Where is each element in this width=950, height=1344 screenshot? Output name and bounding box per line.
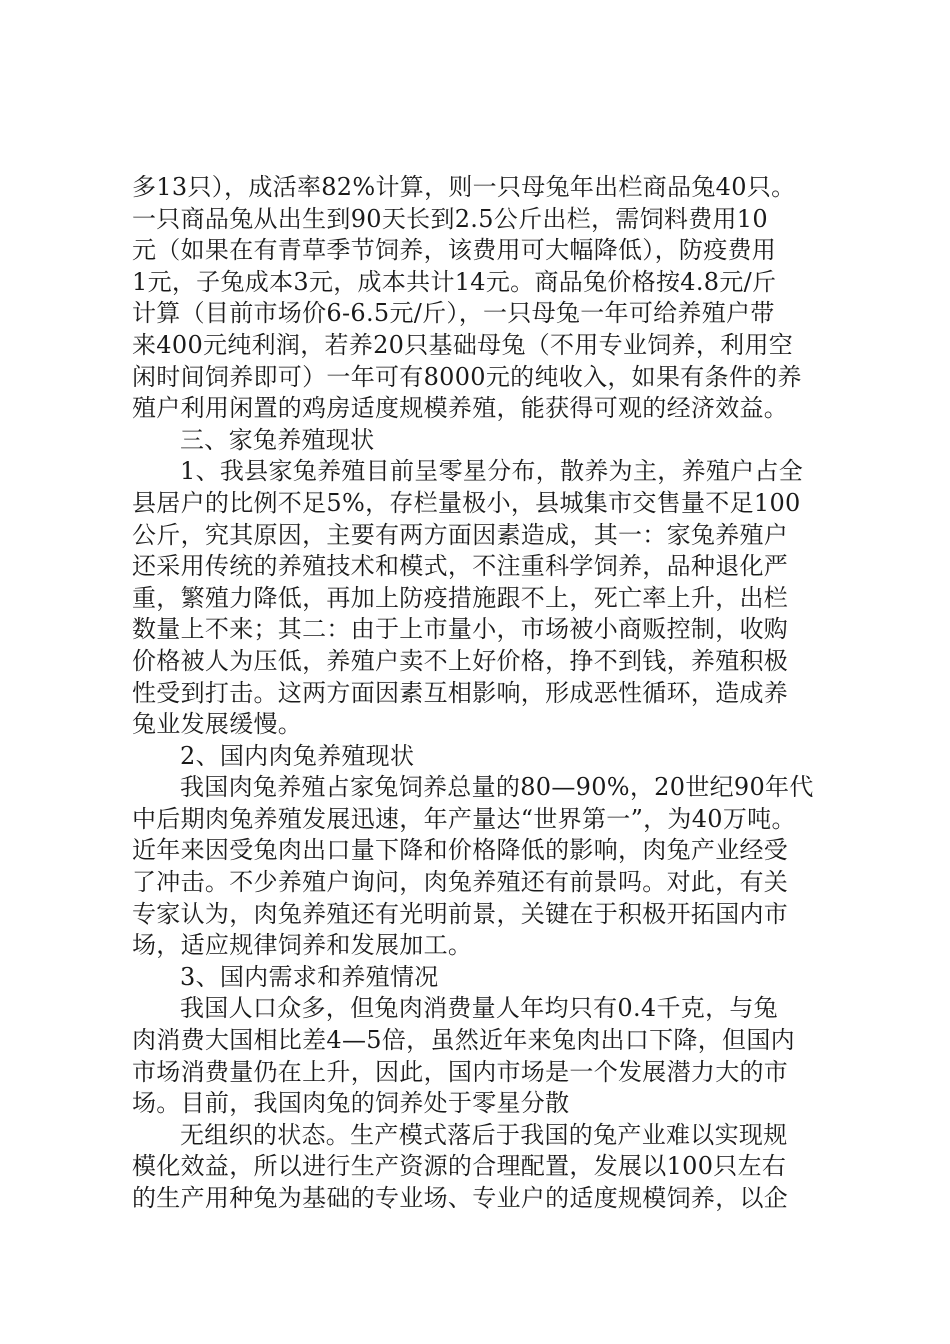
text-line: 近年来因受兔肉出口量下降和价格降低的影响，肉兔产业经受 [132, 836, 789, 865]
text-line: 的生产用种兔为基础的专业场、专业户的适度规模饲养，以企 [132, 1184, 789, 1212]
text-line: 一只商品兔从出生到90天长到2.5公斤出栏，需饲料费用10 [132, 204, 768, 233]
text-line: 市场消费量仍在上升，因此，国内市场是一个发展潜力大的市 [132, 1057, 789, 1086]
text-line: 重，繁殖力降低，再加上防疫措施跟不上，死亡率上升，出栏 [132, 583, 789, 612]
text-line: 3、国内需求和养殖情况 [180, 962, 439, 991]
text-line: 兔业发展缓慢。 [132, 710, 303, 739]
text-line: 1、我县家兔养殖目前呈零星分布，散养为主，养殖户占全 [180, 457, 804, 486]
text-line: 元（如果在有青草季节饲养，该费用可大幅降低），防疫费用 [132, 236, 777, 265]
text-line: 价格被人为压低，养殖户卖不上好价格，挣不到钱，养殖积极 [132, 646, 789, 675]
text-line: 殖户利用闲置的鸡房适度规模养殖，能获得可观的经济效益。 [132, 394, 789, 423]
text-line: 我国肉兔养殖占家兔饲养总量的80—90%，20世纪90年代 [180, 773, 814, 802]
text-line: 2、国内肉兔养殖现状 [180, 741, 415, 770]
text-line: 模化效益，所以进行生产资源的合理配置，发展以100只左右 [132, 1152, 787, 1181]
text-line: 多13只），成活率82%计算，则一只母兔年出栏商品兔40只。 [132, 173, 796, 201]
text-line: 性受到打击。这两方面因素互相影响，形成恶性循环，造成养 [132, 678, 789, 707]
text-line: 场，适应规律饲养和发展加工。 [132, 931, 473, 960]
text-line: 中后期肉兔养殖发展迅速，年产量达“世界第一”，为40万吨。 [132, 804, 796, 833]
text-line: 专家认为，肉兔养殖还有光明前景，关键在于积极开拓国内市 [132, 899, 789, 928]
text-line: 了冲击。不少养殖户询问，肉兔养殖还有前景吗。对此，有关 [132, 868, 789, 897]
text-line: 计算（目前市场价6-6.5元/斤），一只母兔一年可给养殖户带 [132, 299, 775, 328]
text-line: 还采用传统的养殖技术和模式，不注重科学饲养，品种退化严 [132, 552, 789, 581]
text-line: 三、家兔养殖现状 [180, 425, 375, 454]
text-line: 场。目前，我国肉兔的饲养处于零星分散 [132, 1089, 570, 1118]
body-text [132, 172, 832, 1215]
text-line: 我国人口众多，但兔肉消费量人年均只有0.4千克，与兔 [180, 994, 778, 1023]
text-line: 肉消费大国相比差4—5倍，虽然近年来兔肉出口下降，但国内 [132, 1026, 795, 1055]
text-line: 闲时间饲养即可）一年可有8000元的纯收入，如果有条件的养 [132, 362, 802, 391]
text-line: 县居户的比例不足5%，存栏量极小，县城集市交售量不足100 [132, 488, 801, 517]
text-line: 来400元纯利润，若养20只基础母兔（不用专业饲养，利用空 [132, 330, 794, 359]
text-line: 公斤，究其原因，主要有两方面因素造成，其一：家兔养殖户 [132, 520, 789, 549]
text-line: 数量上不来；其二：由于上市量小，市场被小商贩控制，收购 [132, 615, 789, 644]
text-line: 无组织的状态。生产模式落后于我国的兔产业难以实现规 [180, 1120, 788, 1149]
text-line: 1元，子兔成本3元，成本共计14元。商品兔价格按4.8元/斤 [132, 267, 777, 296]
